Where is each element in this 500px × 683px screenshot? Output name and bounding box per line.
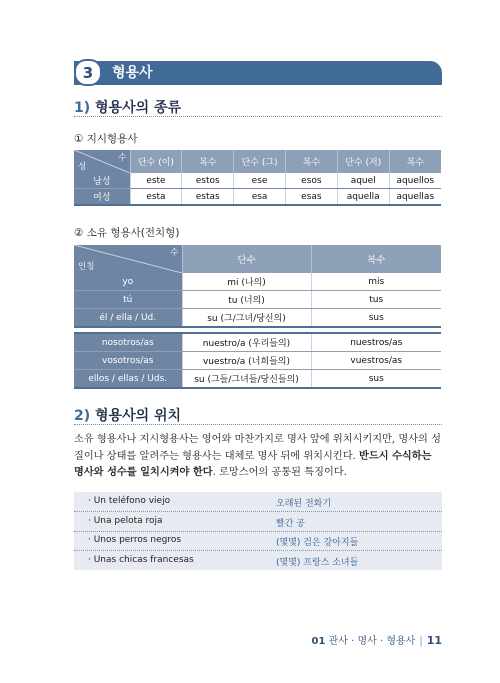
example-spanish: · Unas chicas francesas — [88, 554, 194, 565]
chapter-number: 01 — [311, 636, 326, 647]
table-row — [74, 291, 441, 309]
example-spanish: · Unos perros negros — [88, 535, 182, 545]
corner-number-label: 수 — [118, 153, 127, 163]
table-cell: vuestro/a (너희들의) — [182, 352, 311, 370]
table-cell: esa — [234, 189, 286, 206]
example-row — [74, 512, 442, 532]
table-cell: tus — [311, 291, 441, 309]
table-cell: aquellas — [389, 189, 441, 206]
example-spanish: · Una pelota roja — [88, 515, 163, 526]
table-cell: estos — [182, 173, 234, 189]
possessive-table-singular-persons — [74, 245, 441, 328]
table-row — [74, 352, 441, 370]
example-row — [74, 492, 442, 512]
column-header: 복수 — [389, 150, 441, 173]
row-label: yo — [74, 273, 182, 291]
row-label: 여성 — [74, 189, 130, 206]
possessive-heading: ② 소유 형용사(전치형) — [74, 227, 180, 239]
section-title: 형용사 — [112, 65, 153, 81]
table-cell: aquellos — [389, 173, 441, 189]
table-cell: aquella — [337, 189, 389, 206]
row-label: vosotros/as — [74, 352, 182, 370]
table-cell: esas — [285, 189, 337, 206]
table-cell: aquel — [337, 173, 389, 189]
table-cell: nuestro/a (우리들의) — [182, 333, 311, 352]
column-header: 단수 (그) — [234, 150, 286, 173]
explanation-paragraph — [74, 432, 444, 482]
column-header: 복수 — [311, 245, 441, 273]
paragraph-text: 소유 형용사나 지시형용사는 영어와 마찬가지로 명사 앞에 위치시키지만, 명사의 성질이나 상태를 알려주는 형용사는 대체로 명사 뒤에 위치시킨다. — [74, 434, 441, 462]
row-label: tú — [74, 291, 182, 309]
example-spanish: · Un teléfono viejo — [88, 496, 171, 506]
example-row — [74, 531, 442, 551]
example-korean: (몇몇) 검은 강아지들 — [276, 538, 359, 548]
row-label: nosotros/as — [74, 333, 182, 352]
column-header: 복수 — [182, 150, 234, 173]
column-header: 복수 — [285, 150, 337, 173]
possessive-table-plural-persons — [74, 332, 441, 389]
table-cell: tu (너의) — [182, 291, 311, 309]
column-header: 단수 (저) — [337, 150, 389, 173]
row-label: 남성 — [74, 173, 130, 189]
table-cell: sus — [311, 370, 441, 389]
table-row — [74, 370, 441, 389]
table-cell: nuestros/as — [311, 333, 441, 352]
subsection-title-types — [74, 97, 181, 117]
corner-number-label: 수 — [170, 248, 179, 258]
table-corner-cell — [74, 150, 130, 173]
paragraph-text: . 로망스어의 공통된 특징이다. — [212, 467, 347, 478]
footer-separator: | — [419, 636, 423, 647]
table-cell: vuestros/as — [311, 352, 441, 370]
dotted-divider — [74, 116, 442, 117]
table-row — [74, 273, 441, 291]
corner-gender-label: 성 — [78, 162, 87, 172]
row-label: ellos / ellas / Uds. — [74, 370, 182, 389]
table-row — [74, 309, 441, 328]
table-cell: mis — [311, 273, 441, 291]
subsection-text: 형용사의 종류 — [90, 100, 182, 116]
section-number: 3 — [74, 59, 102, 86]
subsection-text: 형용사의 위치 — [90, 408, 182, 424]
table-cell: su (그들/그녀들/당신들의) — [182, 370, 311, 389]
subsection-number: 2) — [74, 408, 91, 424]
paragraph-emphasis: 반드시 수식하는 명사와 성수를 일치시켜야 한다 — [74, 450, 432, 478]
table-cell: estas — [182, 189, 234, 206]
table-cell: su (그/그녀/당신의) — [182, 309, 311, 328]
table-row — [74, 189, 441, 206]
page-footer — [312, 632, 442, 647]
table-cell: esta — [130, 189, 182, 206]
example-korean: (몇몇) 프랑스 소녀들 — [276, 557, 359, 568]
table-cell: sus — [311, 309, 441, 328]
demonstrative-table — [74, 150, 441, 206]
example-korean: 빨간 공 — [276, 518, 305, 529]
column-header: 단수 — [182, 245, 311, 273]
subsection-title-position — [74, 405, 181, 425]
subsection-number: 1) — [74, 100, 91, 116]
demonstrative-heading: ① 지시형용사 — [74, 133, 138, 145]
chapter-title: 관사 · 명사 · 형용사 — [325, 636, 416, 647]
example-box — [74, 492, 442, 570]
table-cell: mi (나의) — [182, 273, 311, 291]
table-cell: esos — [285, 173, 337, 189]
dotted-divider — [74, 424, 442, 425]
column-header: 단수 (이) — [130, 150, 182, 173]
page-number: 11 — [426, 634, 442, 647]
table-corner-cell — [74, 245, 182, 273]
table-row — [74, 333, 441, 352]
row-label: él / ella / Ud. — [74, 309, 182, 328]
table-row — [74, 173, 441, 189]
table-cell: este — [130, 173, 182, 189]
example-row — [74, 551, 442, 570]
example-korean: 오래된 전화기 — [276, 499, 332, 509]
table-cell: ese — [234, 173, 286, 189]
corner-person-label: 인칭 — [78, 262, 95, 272]
